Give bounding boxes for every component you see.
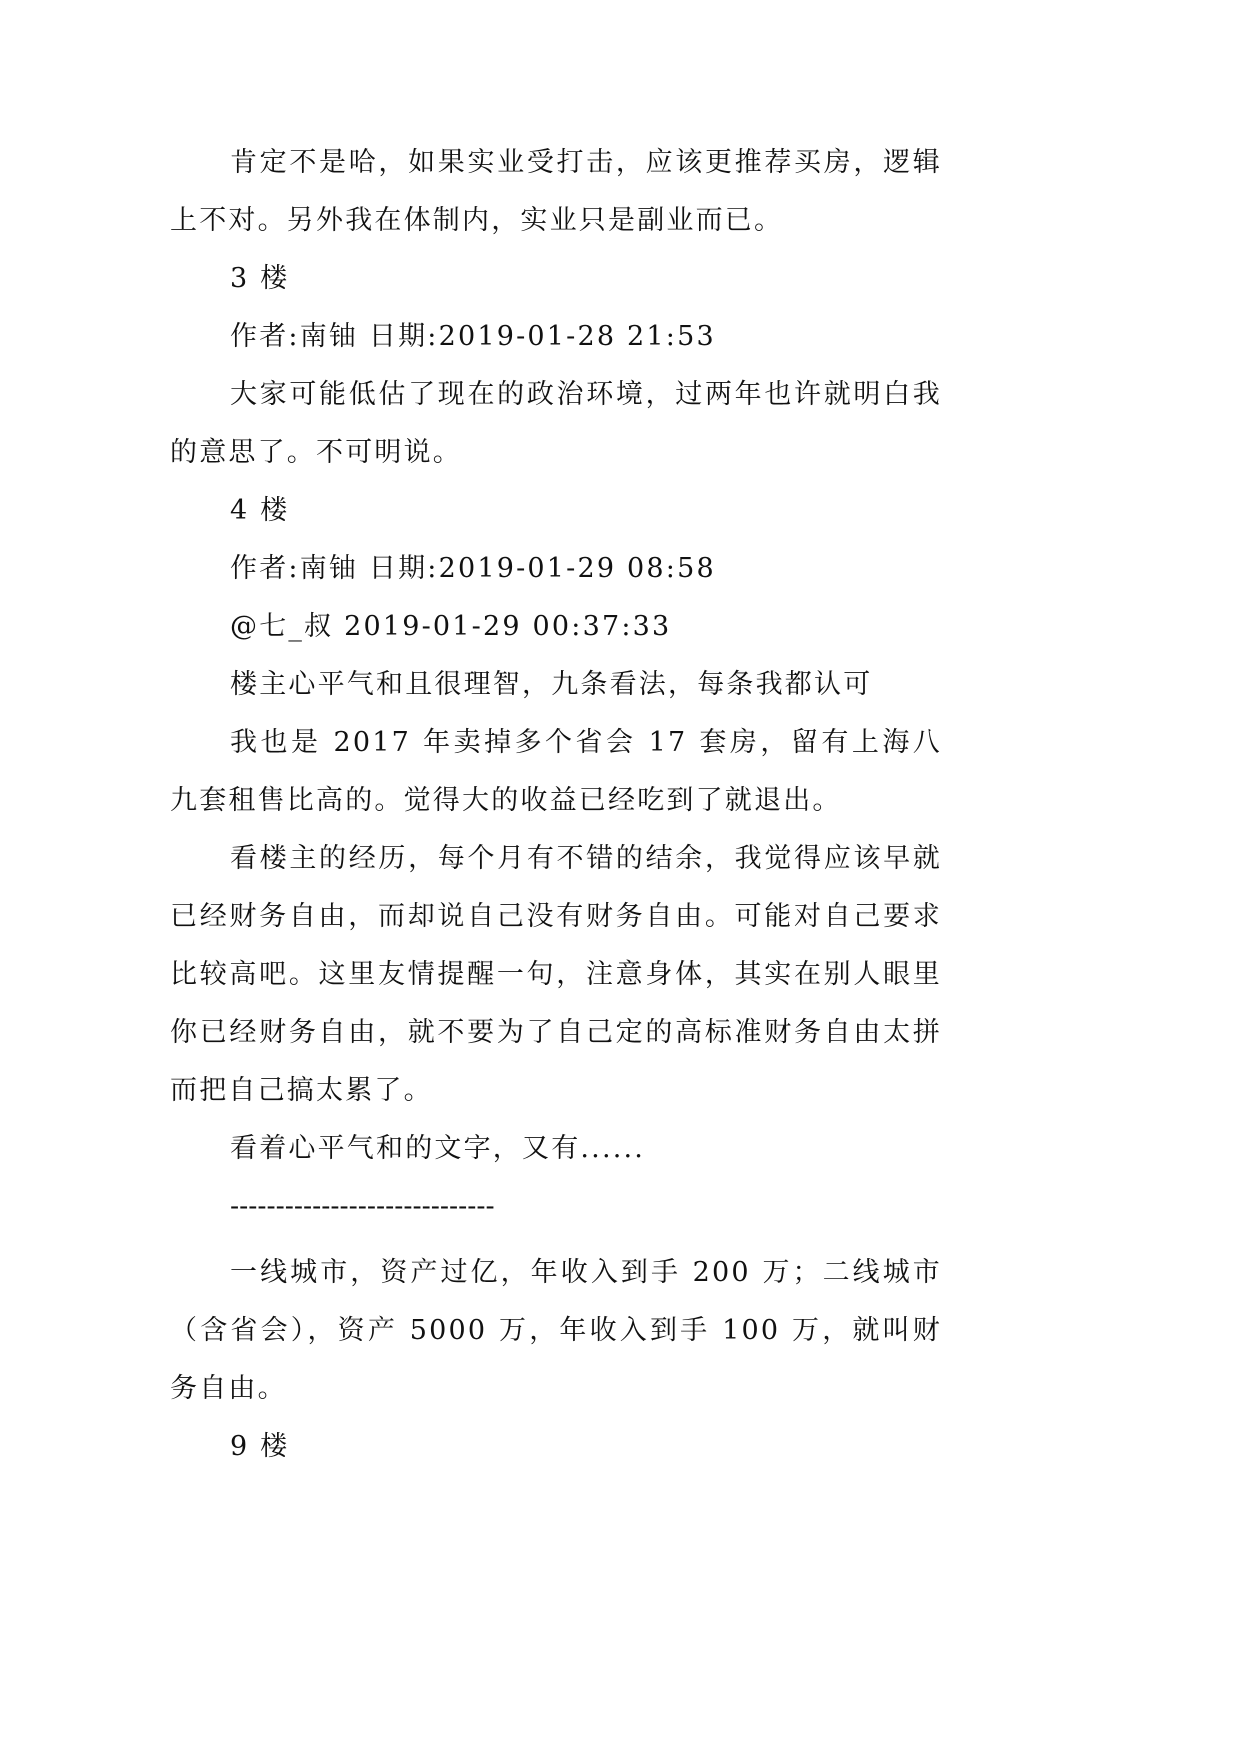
divider-line: ----------------------------- [230,1191,495,1222]
quote-paragraph: 看着心平气和的文字，又有...... [230,1133,646,1164]
post-meta-author-date: 作者:南铀 日期:2019-01-28 21:53 [230,321,716,352]
quote-paragraph: 我也是 2017 年卖掉多个省会 17 套房，留有上海八九套租售比高的。觉得大的收益已经吃到了就退出。 [170,727,942,816]
quote-paragraph: 看楼主的经历，每个月有不错的结余，我觉得应该早就已经财务自由，而却说自己没有财务自由。可能对自己要求比较高吧。这里友情提醒一句，注意身体，其实在别人眼里你已经财务自由，就不要为了自己定的高标准财务自由太拼而把自己搞太累了。 [170,843,942,1106]
spacer [170,1236,942,1244]
quote-header: @七_叔 2019-01-29 00:37:33 [230,611,672,642]
floor-number-9: 9 楼 [230,1431,290,1462]
document-page [170,134,942,1476]
floor-number-4: 4 楼 [230,495,290,526]
floor-number-3: 3 楼 [230,263,290,294]
reply-paragraph: 肯定不是哈，如果实业受打击，应该更推荐买房，逻辑上不对。另外我在体制内，实业只是副业而已。 [170,147,942,236]
post-meta-author-date: 作者:南铀 日期:2019-01-29 08:58 [230,553,716,584]
reply-paragraph: 一线城市，资产过亿，年收入到手 200 万；二线城市（含省会），资产 5000 万，年收入到手 100 万，就叫财务自由。 [170,1257,942,1404]
quote-paragraph: 楼主心平气和且很理智，九条看法，每条我都认可 [230,669,873,700]
reply-paragraph: 大家可能低估了现在的政治环境，过两年也许就明白我的意思了。不可明说。 [170,379,942,468]
